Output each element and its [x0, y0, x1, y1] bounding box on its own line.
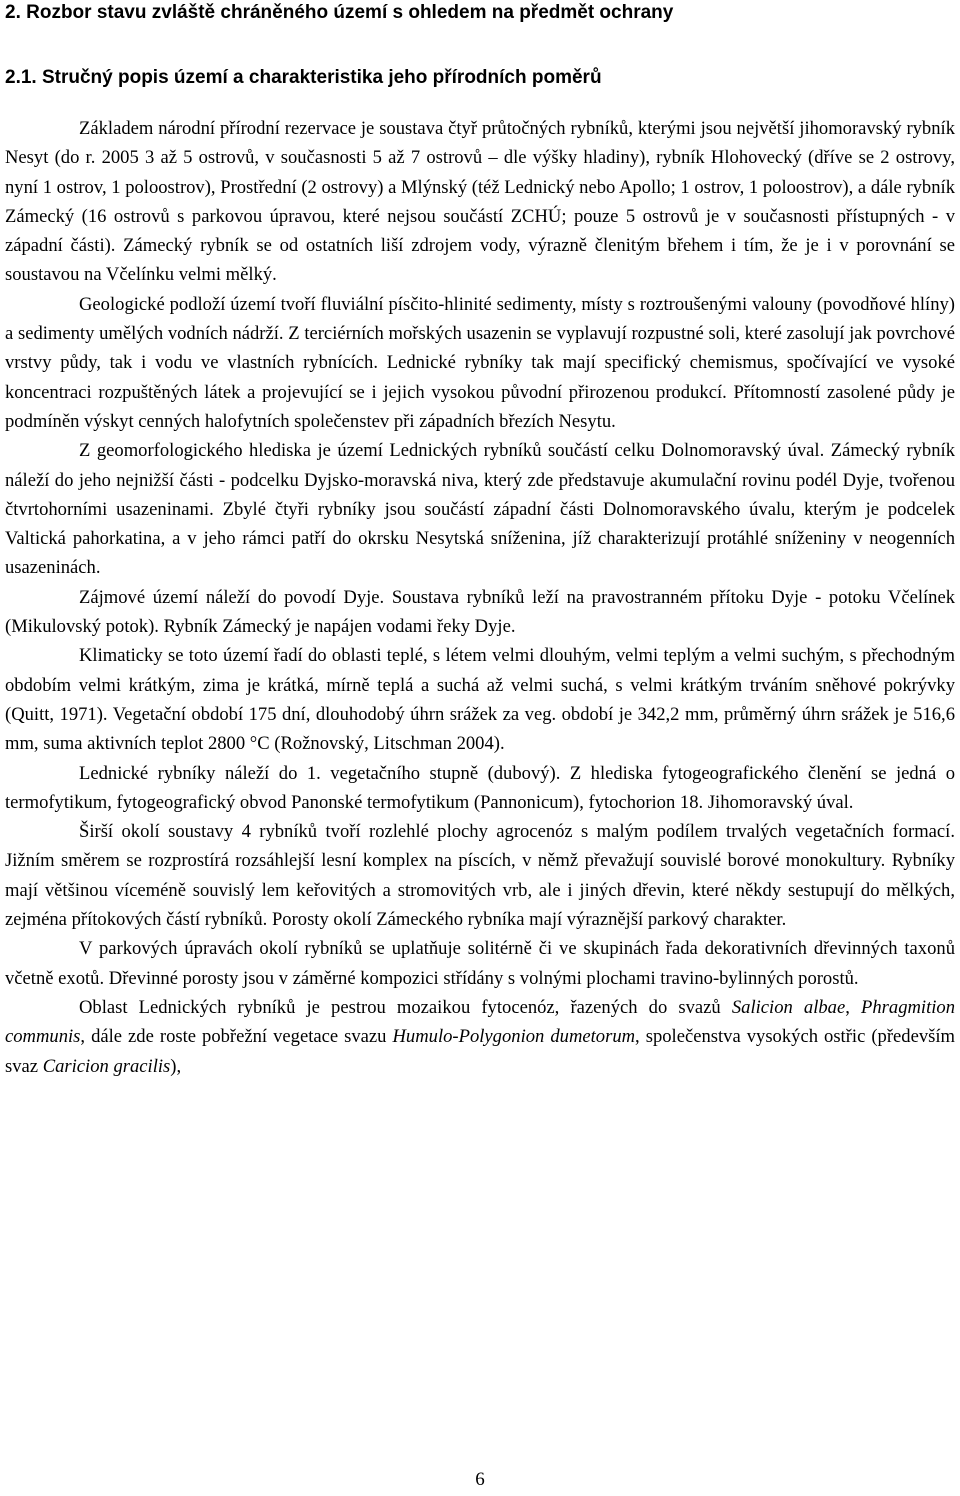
taxon-name: Phragmition communis: [5, 996, 956, 1048]
section-heading: 2. Rozbor stavu zvláště chráněného území s ohledem na předmět ochrany: [5, 2, 674, 23]
text-run: Oblast Lednických rybníků je pestrou mozaikou fytocenóz, řazených do svazů: [79, 996, 732, 1018]
paragraph-last: [5, 993, 955, 1081]
taxon-name: Humulo-Polygonion dumetorum: [392, 1026, 636, 1048]
subsection-heading: 2.1. Stručný popis území a charakteristika jeho přírodních poměrů: [5, 67, 602, 88]
text-run: , společenstva vysokých ostřic (především svaz: [5, 1026, 955, 1077]
paragraph: Klimaticky se toto území řadí do oblasti teplé, s létem velmi dlouhým, velmi teplým a velmi suchým, s přechodným obdobím velmi krátkým, zima je krátká, mírně teplá a suchá až velmi suchá, s velmi krátkým trváním sněhové pokrývky (Quitt, 1971). Vegetační období 175 dní, dlouhodobý úhrn srážek za veg. období je 342,2 mm, průměrný úhrn srážek je 516,6 mm, suma aktivních teplot 2800 °C (Rožnovský, Litschman 2004).: [5, 645, 955, 755]
taxon-name: Caricion gracilis: [42, 1055, 171, 1077]
paragraph: Lednické rybníky náleží do 1. vegetačního stupně (dubový). Z hlediska fytogeografického členění se jedná o termofytikum, fytogeografický obvod Panonské termofytikum (Pannonicum), fytochorion 18. Jihomoravský úval.: [5, 762, 955, 813]
paragraph: Zájmové území náleží do povodí Dyje. Soustava rybníků leží na pravostranném přítoku Dyje - potoku Včelínek (Mikulovský potok). Rybník Zámecký je napájen vodami řeky Dyje.: [5, 586, 955, 638]
paragraph: Základem národní přírodní rezervace je soustava čtyř průtočných rybníků, kterými jsou největší jihomoravský rybník Nesyt (do r. 2005 3 až 5 ostrovů, v současnosti 5 až 7 ostrovů – dle výšky hladiny), rybník Hlohovecký (dříve se 2 ostrovy, nyní 1 ostrov, 1 poloostrov), Prostřední (2 ostrovy) a Mlýnský (též Lednický nebo Apollo; 1 ostrov, 1 poloostrov), a dále rybník Zámecký (16 ostrovů s parkovou úpravou, které nejsou součástí ZCHÚ; pouze 5 ostrovů je v současnosti přístupných - v západní části). Zámecký rybník se od ostatních liší zdrojem vody, výrazně členitým břehem i tím, že je i v porovnání se soustavou na Včelínku velmi mělký.: [5, 118, 955, 286]
paragraph: Geologické podloží území tvoří fluviální písčito-hlinité sedimenty, místy s roztroušenými valouny (povodňové hlíny) a sedimenty umělých vodních nádrží. Z terciérních mořských usazenin se vyplavují rozpustné soli, které zasolují jak povrchové vrstvy půdy, tak i vodu ve vlastních rybnících. Lednické rybníky tak mají specifický chemismus, spočívající ve vysoké koncentraci rozpuštěných látek a projevující se i jejich vysokou původní přirozenou produkcí. Přítomností zasolené půdy je podmíněn výskyt cenných halofytních společenstev při západních březích Nesytu.: [5, 293, 955, 432]
paragraph: V parkových úpravách okolí rybníků se uplatňuje solitérně či ve skupinách řada dekorativních dřevinných taxonů včetně exotů. Dřevinné porosty jsou v záměrné kompozici střídány s volnými plochami travino-bylinných porostů.: [5, 938, 955, 989]
paragraph: Širší okolí soustavy 4 rybníků tvoří rozlehlé plochy agrocenóz s malým podílem trvalých vegetačních formací. Jižním směrem se rozprostírá rozsáhlejší lesní komplex na píscích, v němž převažují souvislé borové monokultury. Rybníky mají většinou víceméně souvislý lem keřovitých a stromovitých vrb, ale i jiných dřevin, které někdy sestupují do mělkých, zejména přítokových částí rybníků. Porosty okolí Zámeckého rybníka mají výraznější parkový charakter.: [5, 821, 955, 931]
text-run: , dále zde roste pobřežní vegetace svazu: [80, 1026, 393, 1048]
body-text: [5, 114, 955, 1081]
text-run: ),: [170, 1055, 182, 1077]
taxon-name: Salicion albae: [731, 996, 846, 1018]
text-run: ,: [845, 996, 861, 1018]
paragraph: Z geomorfologického hlediska je území Lednických rybníků součástí celku Dolnomoravský úval. Zámecký rybník náleží do jeho nejnižší části - podcelku Dyjsko-moravská niva, který zde představuje akumulační rovinu podél Dyje, tvořenou čtvrtohorními usazeninami. Zbylé čtyři rybníky jsou součástí západní části Dolnomoravského úvalu, kterým je podcelek Valtická pahorkatina, a v jeho rámci patří do okrsku Nesytská sníženina, jíž charakterizují protáhlé sníženiny v neogenních usazeninách.: [5, 440, 955, 579]
page-number: 6: [475, 1469, 485, 1490]
